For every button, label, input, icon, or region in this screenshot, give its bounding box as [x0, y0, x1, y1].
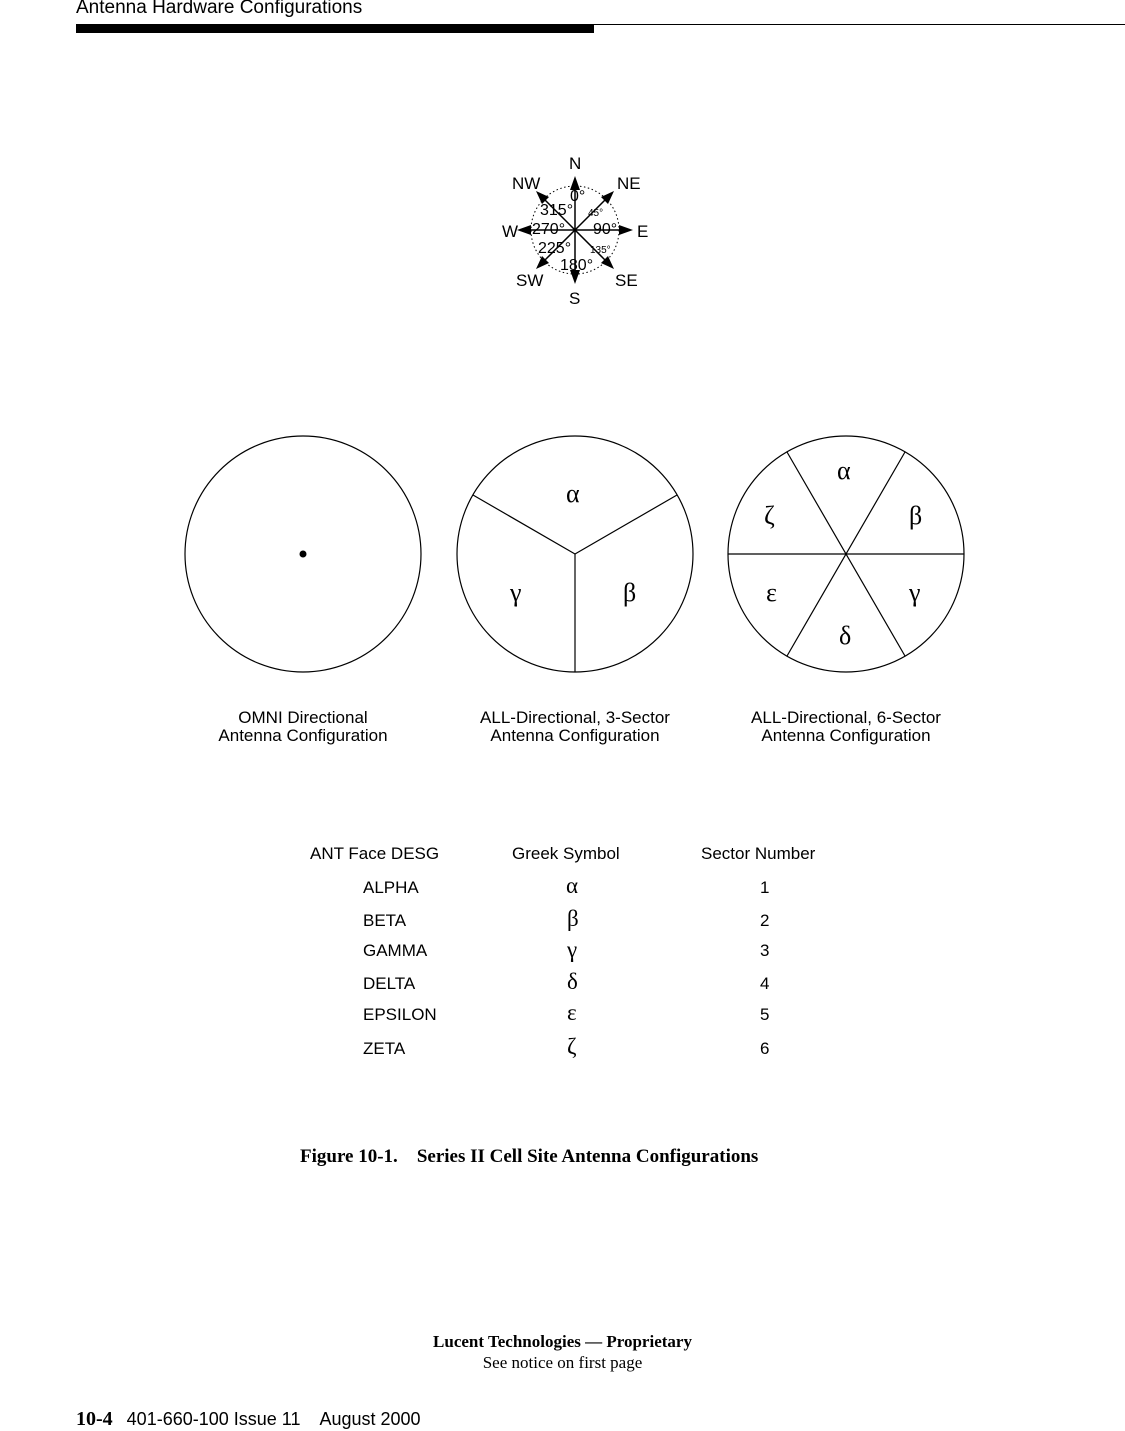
three-sector-config-caption	[445, 709, 705, 745]
compass-label-se: SE	[615, 271, 638, 290]
degree-label-90: 90°	[593, 221, 618, 238]
omni-caption-line2: Antenna Configuration	[218, 726, 388, 745]
row-sector: 1	[760, 878, 770, 897]
six-sector-caption-line1: ALL-Directional, 6-Sector	[751, 708, 941, 727]
degree-label-0: 0°	[570, 188, 586, 205]
six-sector-beta: β	[909, 501, 923, 530]
figure-number: Figure 10-1.	[300, 1146, 398, 1167]
six-sector-caption-line2: Antenna Configuration	[761, 726, 931, 745]
row-face: DELTA	[363, 974, 416, 993]
three-sector-gamma: γ	[510, 578, 522, 607]
omni-center-dot	[300, 551, 307, 558]
notice-reference: See notice on first page	[482, 1353, 643, 1372]
compass-label-n: N	[569, 154, 582, 173]
document-info: 401-660-100 Issue 11 August 2000	[126, 1409, 421, 1429]
compass-label-nw: NW	[512, 174, 541, 193]
row-sector: 2	[760, 911, 770, 930]
six-sector-epsilon: ε	[766, 578, 777, 607]
table-header-symbol: Greek Symbol	[512, 844, 620, 863]
row-symbol: ζ	[567, 1034, 577, 1059]
page-header-title: Antenna Hardware Configurations	[76, 0, 363, 18]
row-sector: 5	[760, 1005, 770, 1024]
compass-label-ne: NE	[617, 174, 641, 193]
row-symbol: β	[567, 906, 579, 931]
degree-label-315: 315°	[540, 202, 574, 219]
three-sector-caption-line1: ALL-Directional, 3-Sector	[480, 708, 670, 727]
row-symbol: ε	[567, 1000, 577, 1025]
three-sector-beta: β	[623, 578, 637, 607]
row-symbol: δ	[567, 969, 578, 994]
degree-label-45: 45°	[588, 208, 604, 219]
figure-title: Series II Cell Site Antenna Configurations	[416, 1146, 759, 1167]
six-sector-config-caption	[716, 709, 976, 745]
three-sector-alpha: α	[566, 479, 580, 508]
degree-label-225: 225°	[538, 240, 572, 257]
compass-rose	[502, 154, 648, 308]
six-sector-antenna-diagram	[728, 436, 964, 672]
degree-label-135: 135°	[590, 245, 611, 256]
six-sector-alpha: α	[837, 456, 851, 485]
six-sector-delta: δ	[839, 621, 852, 650]
row-face: EPSILON	[363, 1005, 437, 1024]
six-sector-gamma: γ	[909, 578, 921, 607]
degree-label-180: 180°	[560, 257, 594, 274]
row-face: GAMMA	[363, 941, 428, 960]
three-sector-antenna-diagram	[457, 436, 693, 672]
compass-label-w: W	[502, 222, 519, 241]
row-symbol: α	[566, 873, 579, 898]
row-face: ALPHA	[363, 878, 419, 897]
row-symbol: γ	[567, 937, 578, 962]
proprietary-notice: Lucent Technologies — Proprietary	[433, 1332, 692, 1351]
degree-label-270: 270°	[532, 221, 566, 238]
page-footer	[76, 1408, 421, 1431]
figure-caption	[300, 1146, 758, 1168]
table-header-face: ANT Face DESG	[310, 844, 440, 863]
three-sector-caption-line2: Antenna Configuration	[490, 726, 660, 745]
omni-antenna-diagram	[185, 436, 421, 672]
table-header-sector: Sector Number	[701, 844, 816, 863]
compass-label-sw: SW	[516, 271, 544, 290]
row-sector: 3	[760, 941, 770, 960]
page-number: 10-4	[76, 1408, 113, 1430]
east-arrow-icon	[619, 225, 633, 235]
omni-config-caption	[173, 709, 433, 745]
six-sector-zeta: ζ	[764, 501, 775, 530]
omni-caption-line1: OMNI Directional	[238, 708, 368, 727]
compass-label-e: E	[637, 222, 649, 241]
row-face: ZETA	[363, 1039, 406, 1058]
row-sector: 4	[760, 974, 770, 993]
west-arrow-icon	[517, 225, 531, 235]
row-face: BETA	[363, 911, 407, 930]
compass-label-s: S	[569, 289, 581, 308]
row-sector: 6	[760, 1039, 770, 1058]
